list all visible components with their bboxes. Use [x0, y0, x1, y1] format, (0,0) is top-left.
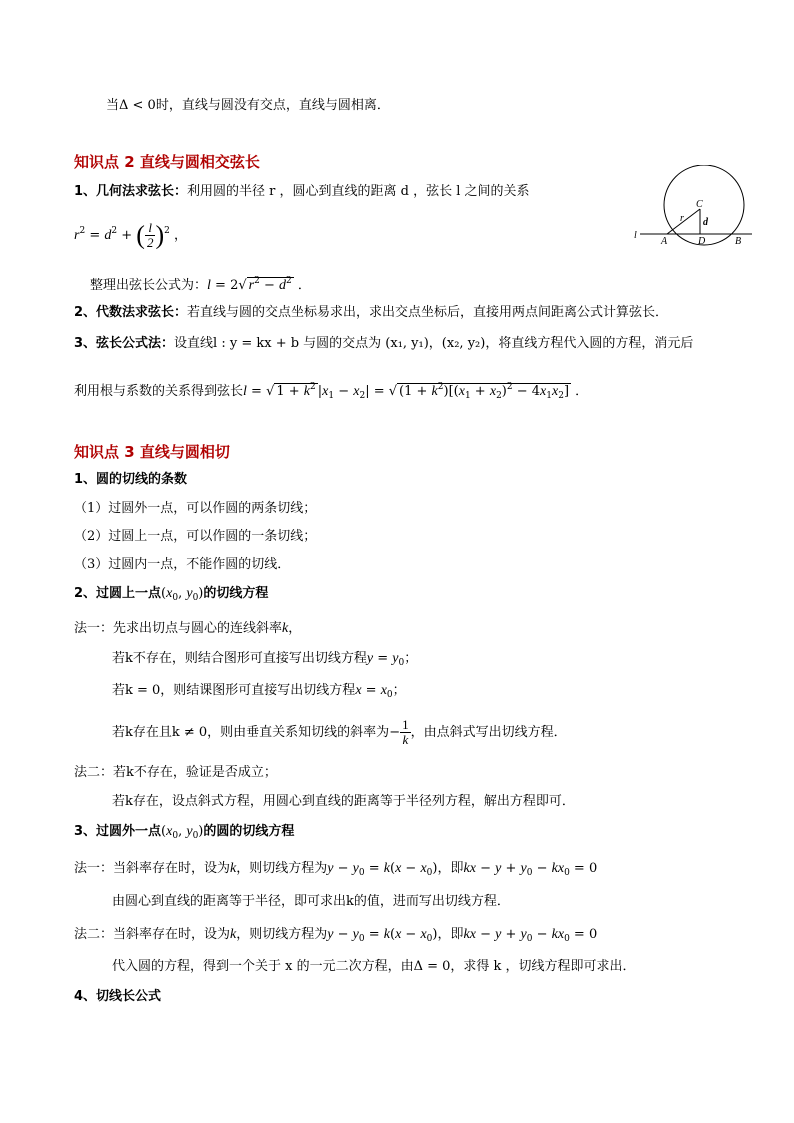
label-C: C	[696, 199, 703, 210]
kp2-formula-l: 整理出弦长公式为：l = 2√ $r^2 - d^2$ ．	[90, 276, 311, 293]
kp3-item3-m1a: 由圆心到直线的距离等于半径，即可求出k的值，进而写出切线方程．	[112, 894, 510, 909]
kp2-item1	[74, 183, 530, 201]
kp3-item2-label-b: 的切线方程	[203, 586, 269, 601]
label-d: d	[703, 217, 708, 228]
label-A: A	[661, 236, 668, 247]
kp2-item2	[74, 304, 668, 322]
kp3-item2-m1c: 若k存在且k ≠ 0，则由垂直关系知切线的斜率为− $\frac{1}{k}$ ，由点斜式写出切线方程．	[112, 717, 567, 747]
label-B: B	[735, 236, 742, 247]
kp2-item1-label: 1、几何法求弦长：	[74, 184, 188, 199]
kp3-item3-m1-mid: ，则切线方程为	[236, 861, 328, 876]
kp3-item4-label: 4、切线长公式	[74, 989, 162, 1004]
kp3-item2-label-a: 2、过圆上一点	[74, 586, 162, 601]
kp3-item3-m2-mid2: ，即	[437, 927, 464, 942]
kp2-item3-label: 3、弦长公式法：	[74, 336, 175, 351]
kp2-item3-text2: 利用根与系数的关系得到弦长	[74, 384, 244, 399]
kp2-item3	[74, 335, 693, 353]
kp3-item1-2: （2）过圆上一点，可以作圆的一条切线；	[74, 529, 317, 544]
label-l: l	[634, 230, 637, 241]
kp2-item3-cont: 利用根与系数的关系得到弦长l = √ $1 + k^2$ $|x_1 - x_2|$ = √ $(1 + k^2)[(x_1 + x_2)^2 - 4x_1x_2]$ ．	[74, 382, 589, 401]
kp3-item2-m1b-text: 若k = 0，则结课图形可直接写出切线方程	[112, 683, 356, 698]
kp3-item1-3: （3）过圆内一点，不能作圆的切线．	[74, 557, 291, 572]
label-r: r	[680, 213, 684, 224]
intro-line: 当Δ < 0时，直线与圆没有交点，直线与圆相离．	[106, 98, 390, 113]
kp3-item2-m1a: 若k不存在，则结合图形可直接写出切线方程$y = y_0$；	[112, 651, 418, 668]
kp2-item3-text: 设直线l : y = kx + b 与圆的交点为 (x₁, y₁)，(x₂, y₂)，将直线方程代入圆的方程，消元后	[174, 336, 694, 351]
kp3-item3-m2-text: 法二：当斜率存在时，设为	[74, 927, 231, 942]
kp3-heading: 知识点 3 直线与圆相切	[74, 443, 230, 461]
kp3-item2-m2: 法二：若k不存在，验证是否成立；	[74, 765, 277, 780]
kp3-item1-label: 1、圆的切线的条数	[74, 472, 188, 487]
kp3-item3-m2a: 代入圆的方程，得到一个关于 x 的一元二次方程，由Δ = 0，求得 k ，切线方程即可求出．	[112, 959, 636, 974]
label-D: D	[698, 236, 706, 247]
kp3-item3-label-b: 的圆的切线方程	[203, 824, 295, 839]
kp3-item2-m1a-text: 若k不存在，则结合图形可直接写出切线方程	[112, 651, 367, 666]
kp2-item1-text: 利用圆的半径 r ，圆心到直线的距离 d ，弦长 l 之间的关系	[187, 184, 530, 199]
kp3-item1-1: （1）过圆外一点，可以作圆的两条切线；	[74, 501, 317, 516]
kp3-item2-m2a: 若k存在，设点斜式方程，用圆心到直线的距离等于半径列方程，解出方程即可．	[112, 794, 575, 809]
kp3-item3-m1: 法一：当斜率存在时，设为k，则切线方程为$y - y_0 = k(x - x_0)$，即kx − $y + y_0 - kx_0 = 0$	[74, 861, 598, 878]
kp2-formula-r: $r^2 = d^2$ + ( $\frac{l}{2}$ )$^2$ ，	[74, 220, 187, 250]
kp3-item3-m2: 法二：当斜率存在时，设为k，则切线方程为$y - y_0 = k(x - x_0)$，即kx − $y + y_0 - kx_0 = 0$	[74, 927, 598, 944]
kp3-item3-label: 3、过圆外一点($x_0$, $y_0$)的圆的切线方程	[74, 824, 295, 841]
kp3-item2-m1-text: 法一：先求出切点与圆心的连线斜率	[74, 621, 283, 636]
circle-shape	[664, 165, 744, 245]
kp3-item2-m1: 法一：先求出切点与圆心的连线斜率k，	[74, 621, 302, 636]
kp3-item3-m1-mid2: ，即	[437, 861, 464, 876]
kp3-item2-m1c-text2: ，由点斜式写出切线方程．	[410, 725, 567, 740]
kp3-item3-m1-text: 法一：当斜率存在时，设为	[74, 861, 231, 876]
kp2-formula-l-prefix: 整理出弦长公式为：	[90, 278, 208, 293]
chord-diagram	[630, 165, 755, 250]
kp3-item3-label-a: 3、过圆外一点	[74, 824, 162, 839]
kp3-item3-m2-mid: ，则切线方程为	[236, 927, 328, 942]
kp2-item2-text: 若直线与圆的交点坐标易求出，求出交点坐标后，直接用两点间距离公式计算弦长．	[187, 305, 669, 320]
kp2-item2-label: 2、代数法求弦长：	[74, 305, 188, 320]
kp3-item2-m1b: 若k = 0，则结课图形可直接写出切线方程$x = x_0$；	[112, 683, 406, 700]
kp3-item2-label: 2、过圆上一点($x_0$, $y_0$)的切线方程	[74, 586, 269, 603]
kp3-item2-m1c-text: 若k存在且k ≠ 0，则由垂直关系知切线的斜率为	[112, 725, 390, 740]
kp2-heading: 知识点 2 直线与圆相交弦长	[74, 153, 260, 171]
